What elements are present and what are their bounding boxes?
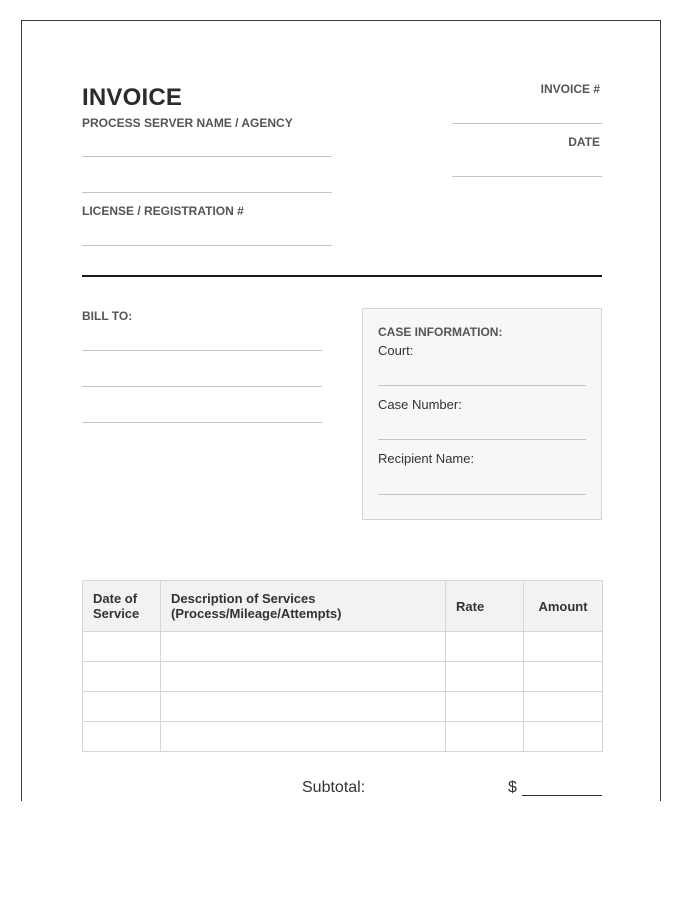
- table-cell[interactable]: [446, 662, 524, 692]
- table-cell[interactable]: [524, 662, 603, 692]
- case-information-heading: CASE INFORMATION:: [378, 325, 503, 339]
- table-row: [83, 662, 603, 692]
- process-server-agency-field[interactable]: [82, 192, 332, 193]
- table-cell[interactable]: [83, 662, 161, 692]
- date-label: DATE: [568, 135, 600, 149]
- court-field[interactable]: [378, 385, 586, 386]
- date-field[interactable]: [452, 176, 602, 177]
- services-table: [82, 580, 603, 752]
- table-cell[interactable]: [446, 632, 524, 662]
- table-cell[interactable]: [524, 692, 603, 722]
- table-cell[interactable]: [83, 632, 161, 662]
- case-number-label: Case Number:: [378, 397, 462, 412]
- table-row: [83, 722, 603, 752]
- table-row: [83, 692, 603, 722]
- table-header-row: [83, 581, 603, 632]
- bill-to-line-1[interactable]: [82, 350, 322, 351]
- invoice-title: INVOICE: [82, 84, 183, 111]
- case-information-box: [362, 308, 602, 520]
- column-header-rate: Rate: [446, 581, 524, 632]
- bill-to-line-2[interactable]: [82, 386, 322, 387]
- invoice-number-field[interactable]: [452, 123, 602, 124]
- table-row: [83, 632, 603, 662]
- header-divider: [82, 275, 602, 277]
- bill-to-label: BILL TO:: [82, 309, 133, 323]
- court-label: Court:: [378, 343, 414, 358]
- subtotal-field[interactable]: [522, 795, 602, 796]
- table-cell[interactable]: [83, 722, 161, 752]
- subtotal-label: Subtotal:: [302, 779, 366, 796]
- column-header-amount: Amount: [524, 581, 603, 632]
- column-header-description: Description of Services (Process/Mileage/Attempts): [161, 581, 446, 632]
- table-cell[interactable]: [446, 692, 524, 722]
- table-cell[interactable]: [161, 692, 446, 722]
- recipient-name-field[interactable]: [378, 494, 586, 495]
- license-field[interactable]: [82, 245, 332, 246]
- table-cell[interactable]: [524, 632, 603, 662]
- invoice-page: [21, 20, 661, 801]
- process-server-label: PROCESS SERVER NAME / AGENCY: [82, 116, 293, 130]
- process-server-name-field[interactable]: [82, 156, 332, 157]
- recipient-name-label: Recipient Name:: [378, 451, 475, 466]
- table-cell[interactable]: [83, 692, 161, 722]
- table-cell[interactable]: [161, 722, 446, 752]
- table-cell[interactable]: [446, 722, 524, 752]
- column-header-date: Date of Service: [83, 581, 161, 632]
- currency-symbol: $: [508, 779, 517, 796]
- table-cell[interactable]: [524, 722, 603, 752]
- bill-to-line-3[interactable]: [82, 422, 322, 423]
- table-cell[interactable]: [161, 632, 446, 662]
- case-number-field[interactable]: [378, 439, 586, 440]
- invoice-number-label: INVOICE #: [540, 82, 600, 96]
- license-label: LICENSE / REGISTRATION #: [82, 204, 244, 218]
- table-cell[interactable]: [161, 662, 446, 692]
